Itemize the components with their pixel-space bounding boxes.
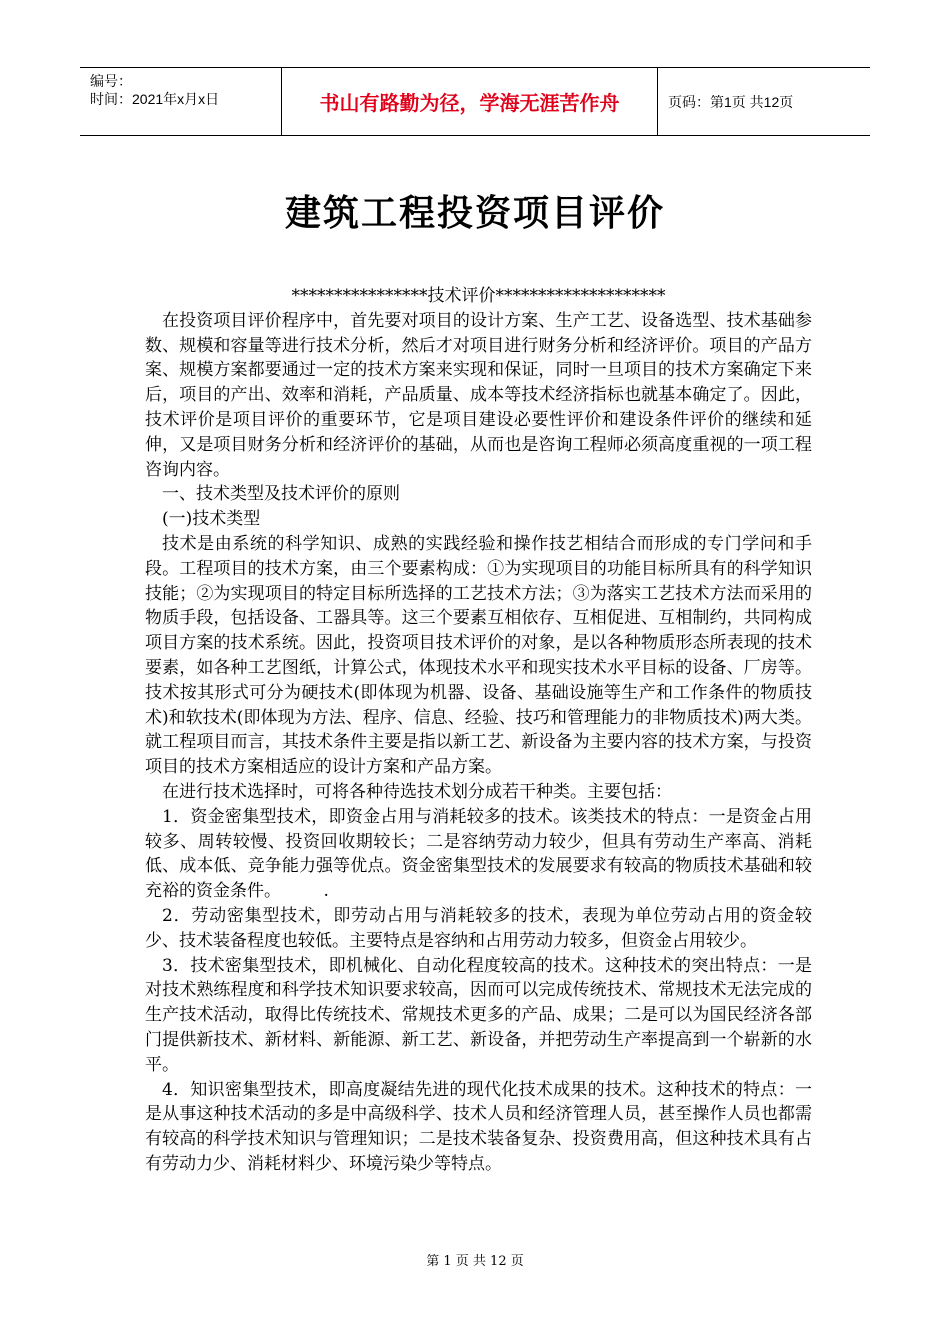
body-paragraph: 在投资项目评价程序中，首先要对项目的设计方案、生产工艺、设备选型、技术基础参数、规模和容量等进行技术分析，然后才对项目进行财务分析和经济评价。项目的产品方案、规模方案都要通过一定的技术方案来实现和保证，同时一旦项目的技术方案确定下来后，项目的产出、效率和消耗，产品质量、成本等技术经济指标也就基本确定了。因此，技术评价是项目评价的重要环节，它是项目建设必要性评价和建设条件评价的继续和延伸，又是项目财务分析和经济评价的基础，从而也是咨询工程师必须高度重视的一项工程咨询内容。 bbox=[145, 310, 812, 480]
list-item: 2．劳动密集型技术，即劳动占用与消耗较多的技术，表现为单位劳动占用的资金较少、技术装备程度也较低。主要特点是容纳和占用劳动力较多，但资金占用较少。 bbox=[145, 905, 812, 951]
header-page-info: 页码：第1页 共12页 bbox=[668, 93, 794, 110]
list-item: 3．技术密集型技术，即机械化、自动化程度较高的技术。这种技术的突出特点：一是对技术熟练程度和科学技术知识要求较高，因而可以完成传统技术、常规技术无法完成的生产技术活动，取得比传统技术、常规技术更多的产品、成果；二是可以为国民经济各部门提供新技术、新材料、新能源、新工艺、新设备，并把劳动生产率提高到一个崭新的水平。 bbox=[145, 955, 812, 1075]
subsection-heading: (一)技术类型 bbox=[162, 509, 261, 530]
document-header bbox=[80, 67, 870, 136]
body-paragraph: 在进行技术选择时，可将各种待选技术划分成若干种类。主要包括： bbox=[162, 781, 672, 802]
document-title: 建筑工程投资项目评价 bbox=[284, 192, 665, 234]
section-heading: 一、技术类型及技术评价的原则 bbox=[162, 484, 400, 505]
list-item: 1．资金密集型技术，即资金占用与消耗较多的技术。该类技术的特点：一是资金占用较多、周转较慢、投资回收期较长；二是容纳劳动力较少，但具有劳动生产率高、消耗低、成本低、竞争能力强等优点。资金密集型技术的发展要求有较高的物质技术基础和较充裕的资金条件。 . bbox=[145, 806, 812, 902]
number-label: 编号： bbox=[90, 73, 132, 89]
document-body bbox=[145, 284, 812, 1177]
body-paragraph: 技术是由系统的科学知识、成熟的实践经验和操作技艺相结合而形成的专门学问和手段。工程项目的技术方案，由三个要素构成：①为实现项目的功能目标所具有的科学知识技能；②为实现项目的特定目标所选择的工艺技术方法；③为落实工艺技术方法而采用的物质手段，包括设备、工器具等。这三个要素互相依存、互相促进、互相制约，共同构成项目方案的技术系统。因此，投资项目技术评价的对象，是以各种物质形态所表现的技术要素，如各种工艺图纸，计算公式，体现技术水平和现实技术水平目标的设备、厂房等。技术按其形式可分为硬技术(即体现为机器、设备、基础设施等生产和工作条件的物质技术)和软技术(即体现为方法、程序、信息、经验、技巧和管理能力的非物质技术)两大类。就工程项目而言，其技术条件主要是指以新工艺、新设备为主要内容的技术方案，与投资项目的技术方案相适应的设计方案和产品方案。 bbox=[145, 533, 812, 778]
date-label: 时间：2021年x月x日 bbox=[90, 91, 220, 107]
page-footer: 第 1 页 共 12 页 bbox=[426, 1254, 524, 1269]
header-motto: 书山有路勤为径，学海无涯苦作舟 bbox=[282, 68, 658, 135]
list-item: 4．知识密集型技术，即高度凝结先进的现代化技术成果的技术。这种技术的特点：一是从事这种技术活动的多是中高级科学、技术人员和经济管理人员，甚至操作人员也都需有较高的科学技术知识与管理知识；二是技术装备复杂、投资费用高，但这种技术具有占有劳动力少、消耗材料少、环境污染少等特点。 bbox=[145, 1079, 812, 1174]
header-meta bbox=[80, 68, 282, 135]
section-banner: ****************技术评价******************** bbox=[291, 286, 666, 306]
